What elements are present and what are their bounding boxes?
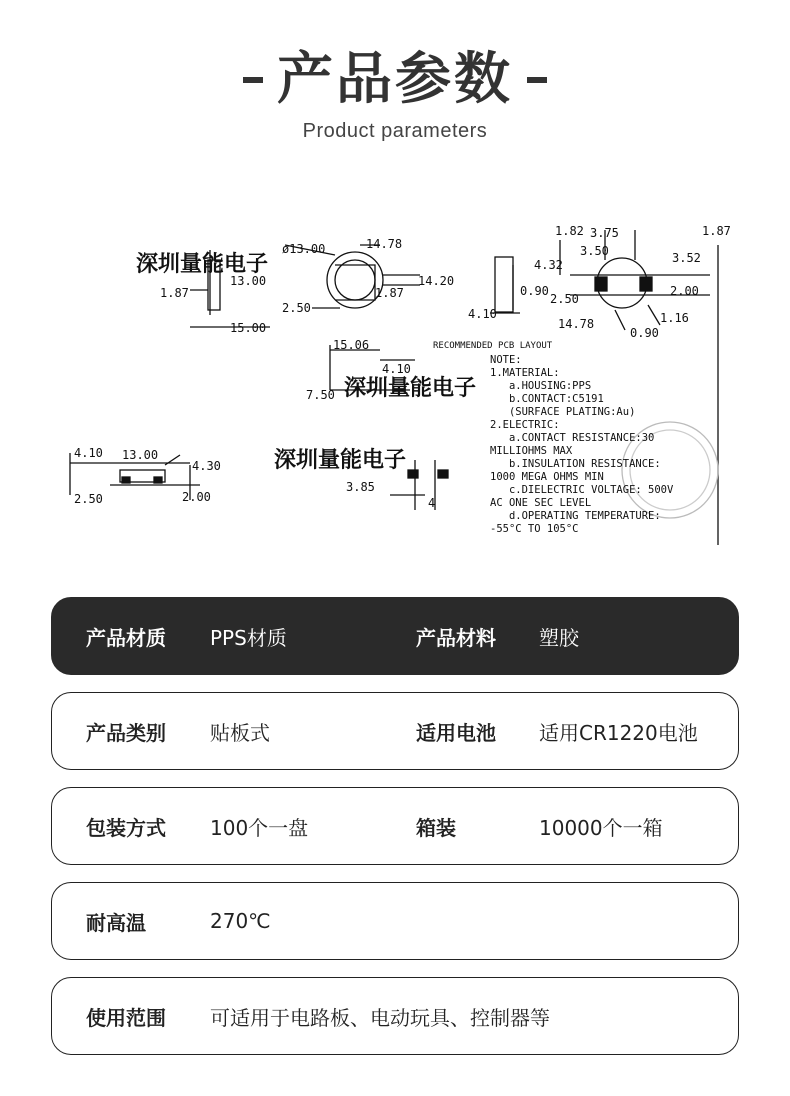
spec-label: 产品类别 [86,720,166,745]
note-line: (SURFACE PLATING:Au) [490,406,636,418]
dim-label: 4.10 [468,307,497,321]
note-line: NOTE: [490,354,522,366]
dim-label: 0.90 [630,326,659,340]
spec-value: 10000个一箱 [539,815,663,840]
dim-label: 3.52 [672,251,701,265]
page-subtitle: Product parameters [302,120,488,142]
dim-label: 15.06 [333,338,370,352]
dim-label: 2.00 [670,284,699,298]
spec-value: 贴板式 [210,720,270,745]
spec-row [51,692,739,770]
dim-label: 13.00 [122,448,159,462]
spec-label: 产品材料 [416,625,496,650]
spec-label: 包装方式 [86,815,166,840]
title-left-dash [243,77,263,83]
watermark: 深圳量能电子 [274,448,407,473]
recommended-layout-label: RECOMMENDED PCB LAYOUT [433,341,553,351]
spec-row [51,597,739,675]
note-line: a.CONTACT RESISTANCE:30 [490,432,655,444]
dim-label: 1.87 [375,286,404,300]
note-line: b.INSULATION RESISTANCE: [490,458,661,470]
dim-label: 4.10 [74,446,103,460]
spec-value: 可适用于电路板、电动玩具、控制器等 [210,1005,550,1030]
note-line: a.HOUSING:PPS [490,380,592,392]
note-line: MILLIOHMS MAX [490,445,573,457]
dim-label: 3.75 [590,226,619,240]
note-line: 1000 MEGA OHMS MIN [490,471,604,483]
note-line: AC ONE SEC LEVEL [490,497,592,509]
spec-label: 耐高温 [86,910,146,935]
note-line: c.DIELECTRIC VOLTAGE: 500V [490,484,674,496]
dim-label: 4.10 [382,362,411,376]
spec-label: 产品材质 [86,625,166,650]
dim-label: 3.50 [580,244,609,258]
dim-label: 13.00 [230,274,267,288]
spec-label: 适用电池 [416,720,496,745]
drawing-notes [490,354,674,535]
dim-label: 2.00 [182,490,211,504]
note-line: 1.MATERIAL: [490,367,560,379]
note-line: b.CONTACT:C5191 [490,393,604,405]
spec-row [51,787,739,865]
dim-label: 1.87 [702,224,731,238]
dim-label: 4.30 [192,459,221,473]
spec-value: 适用CR1220电池 [539,720,698,745]
spec-label: 使用范围 [86,1005,166,1030]
side-part [495,257,513,312]
dim-label: 7.50 [306,388,335,402]
watermark: 深圳量能电子 [136,252,269,277]
technical-drawing [50,215,740,555]
dim-label: 1.16 [660,311,689,325]
spec-value: 270℃ [210,909,271,933]
dim-label: 1.87 [160,286,189,300]
note-line: 2.ELECTRIC: [490,419,560,431]
dim-label: 2.50 [282,301,311,315]
spec-value: PPS材质 [210,625,287,650]
spec-row [51,977,739,1055]
watermark: 深圳量能电子 [344,376,477,401]
dim-label: 14.78 [366,237,403,251]
dim-label: 14.78 [558,317,595,331]
title-row [0,40,790,120]
dim-label: 2.50 [74,492,103,506]
dim-label: 1.82 [555,224,584,238]
spec-value: 塑胶 [539,625,579,650]
dim-label: 15.00 [230,321,267,335]
section-header [0,40,790,143]
dim-label: 0.90 [520,284,549,298]
dim-label: 2.50 [550,292,579,306]
page-title: 产品参数 [277,47,513,112]
spec-value: 100个一盘 [210,815,309,840]
dim-label: ø13.00 [282,242,326,256]
dim-label: 4.32 [534,258,563,272]
dim-label: 14.20 [418,274,455,288]
spec-table [51,597,739,1072]
note-line: d.OPERATING TEMPERATURE: [490,510,661,522]
spec-row [51,882,739,960]
title-right-dash [527,77,547,83]
spec-label: 箱装 [416,815,456,840]
dim-label: 3.85 [346,480,375,494]
dim-label: 4 [428,496,436,510]
note-line: -55°C TO 105°C [490,523,579,535]
